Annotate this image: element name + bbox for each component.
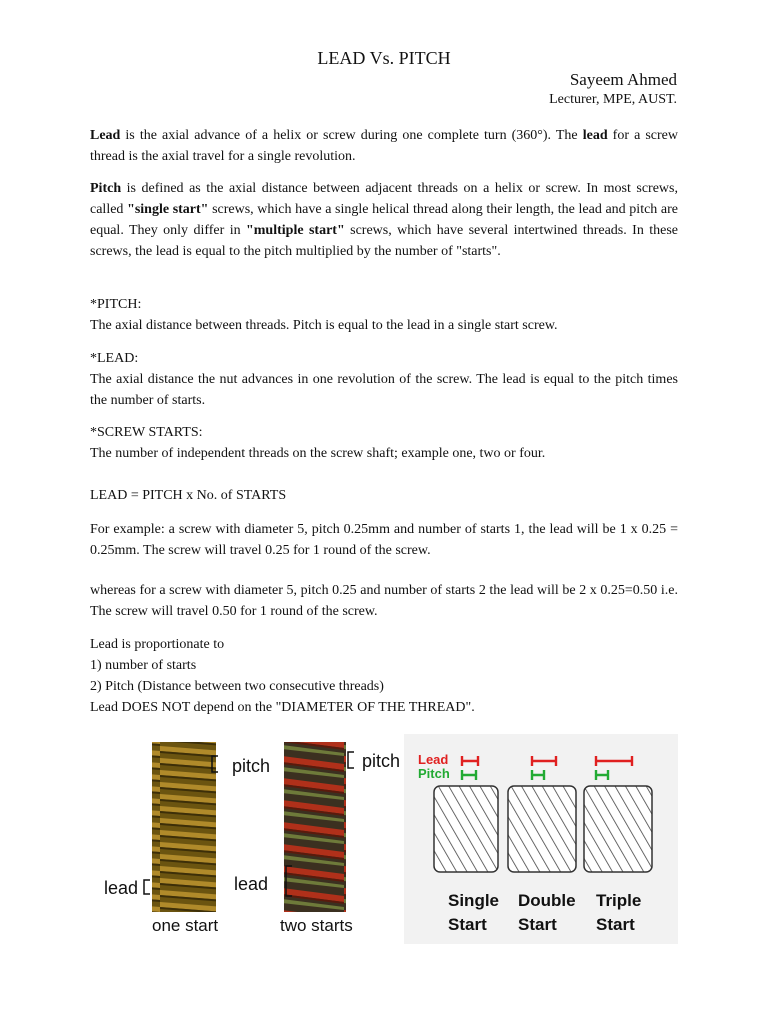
proportion-item-2: 2) Pitch (Distance between two consecutive threads)	[90, 679, 384, 694]
lead-bracket-1	[144, 880, 150, 894]
legend-pitch-label: Pitch	[418, 766, 450, 781]
one-start-screw	[104, 742, 270, 935]
lead-text: The axial distance the nut advances in one revolution of the screw. The lead is equal to the pitch times the number of starts.	[90, 372, 678, 408]
figure-svg	[96, 734, 678, 944]
multi-start-panel	[404, 734, 678, 944]
proportion-note: Lead DOES NOT depend on the "DIAMETER OF THE THREAD".	[90, 700, 475, 715]
pitch-heading: *PITCH:	[90, 297, 142, 312]
pitch-paragraph: Pitch is defined as the axial distance between adjacent threads on a helix or screw. In most screws, called "single start" screws, which have a single helical thread along their length, the lead and pitch are equal. They only differ in "multiple start" screws, which have several intertwined threads. In these screws, the lead is equal to the pitch multiplied by the number of "starts".	[90, 181, 679, 259]
author-name: Sayeem Ahmed	[569, 70, 677, 89]
one-start-caption: one start	[152, 916, 219, 935]
pitch-term: Pitch	[90, 181, 122, 196]
triple-start-label-line1: Triple	[596, 891, 642, 910]
proportion-intro: Lead is proportionate to	[90, 637, 225, 652]
pitch-bracket-2	[348, 752, 354, 768]
two-starts-thread	[284, 742, 346, 912]
triple-thread-body	[584, 786, 652, 872]
double-start-label-line2: Start	[518, 915, 557, 934]
pitch-label-1: pitch	[232, 756, 271, 776]
single-start-label-line1: Single	[448, 891, 500, 910]
legend-lead-label: Lead	[418, 752, 449, 767]
proportion-list	[90, 634, 678, 718]
lead-label-1: lead	[104, 878, 139, 898]
lead-term: Lead	[90, 128, 121, 143]
single-thread-body	[434, 786, 498, 872]
lead-definition	[90, 348, 678, 411]
document-title: LEAD Vs. PITCH	[317, 48, 451, 68]
double-thread-body	[508, 786, 576, 872]
one-start-thread	[152, 742, 216, 912]
starts-heading: *SCREW STARTS:	[90, 425, 203, 440]
single-start-label-line2: Start	[448, 915, 487, 934]
lead-heading: *LEAD:	[90, 351, 139, 366]
two-starts-caption: two starts	[280, 916, 353, 935]
formula: LEAD = PITCH x No. of STARTS	[90, 488, 287, 503]
pitch-definition	[90, 294, 678, 336]
pitch-label-2: pitch	[362, 751, 401, 771]
example-two: whereas for a screw with diameter 5, pitch 0.25 and number of starts 2 the lead will be 2 x 0.25=0.50 i.e. The screw will travel 0.50 for 1 round of the screw.	[90, 583, 678, 619]
lead-label-2: lead	[234, 874, 269, 894]
author-affiliation: Lecturer, MPE, AUST.	[549, 92, 677, 107]
lead-paragraph: Lead is the axial advance of a helix or screw during one complete turn (360°). The lead for a screw thread is the axial travel for a single revolution.	[90, 128, 679, 164]
example-one: For example: a screw with diameter 5, pitch 0.25mm and number of starts 1, the lead will be 1 x 0.25 = 0.25mm. The screw will travel 0.25 for 1 round of the screw.	[90, 522, 678, 558]
starts-definition	[90, 422, 678, 464]
starts-text: The number of independent threads on the screw shaft; example one, two or four.	[90, 446, 546, 461]
pitch-text: The axial distance between threads. Pitch is equal to the lead in a single start screw.	[90, 318, 558, 333]
triple-start-label-line2: Start	[596, 915, 635, 934]
lead-pitch-figure	[96, 734, 678, 944]
double-start-label-line1: Double	[518, 891, 576, 910]
proportion-item-1: 1) number of starts	[90, 658, 197, 673]
